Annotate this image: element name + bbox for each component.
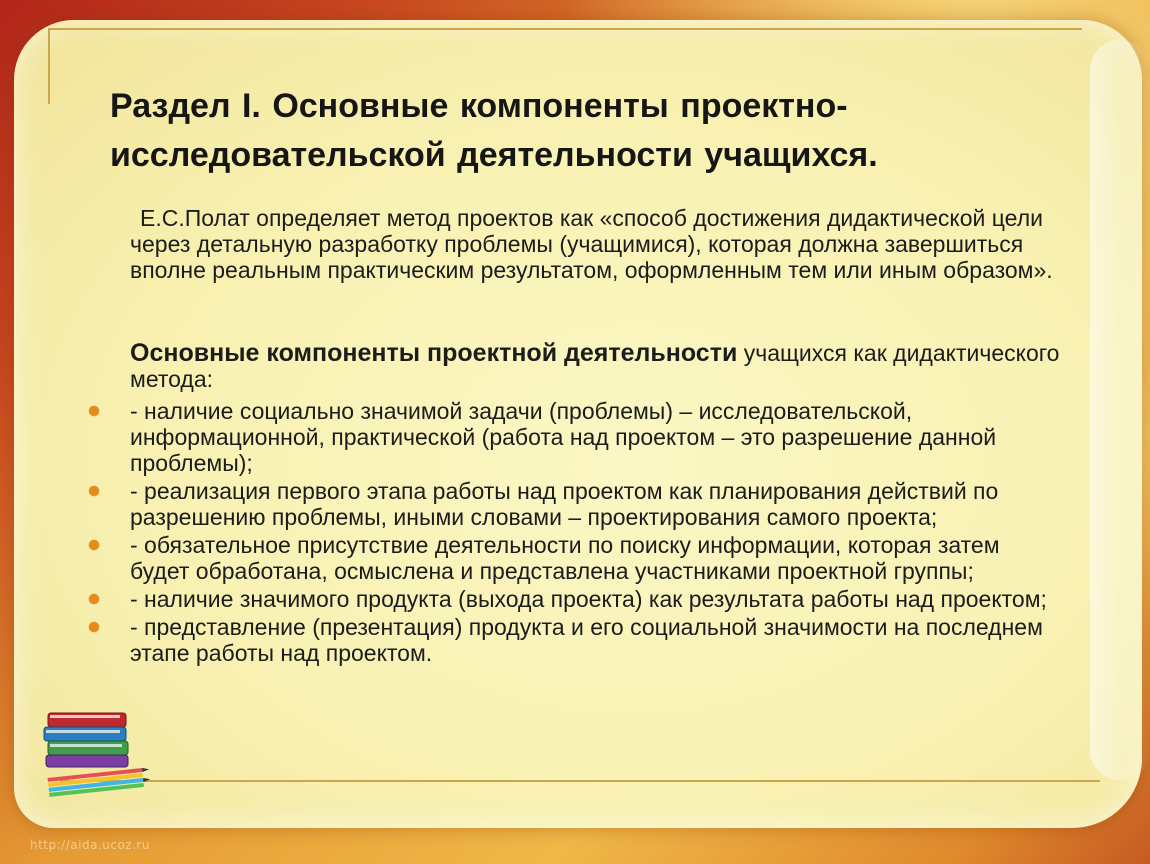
- list-item-text: - реализация первого этапа работы над проектом как планирования действий по разрешению проблемы, иными словами – проектирования самого проекта;: [130, 478, 999, 530]
- list-item-text: - обязательное присутствие деятельности по поиску информации, которая затем будет обработана, осмыслена и представлена участниками проектной группы;: [130, 532, 1000, 584]
- books-and-pencils-icon: [40, 705, 150, 805]
- left-rule: [48, 28, 50, 104]
- top-rule: [50, 28, 1082, 30]
- intro-paragraph: [130, 205, 1070, 283]
- list-item: [0, 398, 1060, 476]
- lead-paragraph: [130, 340, 1070, 392]
- list-item-text: - представление (презентация) продукта и его социальной значимости на последнем этапе работы над проектом.: [130, 614, 1043, 666]
- intro-text: Е.С.Полат определяет метод проектов как «способ достижения дидактической цели через детальную разработку проблемы (учащимися), которая должна завершиться вполне реальным практическим результатом, оформленным тем или иным образом».: [130, 205, 1053, 283]
- lead-bold-text: Основные компоненты проектной деятельности: [130, 339, 738, 367]
- list-item: [0, 614, 1060, 666]
- list-item: [0, 586, 1060, 612]
- list-item: [0, 532, 1060, 584]
- watermark-url: http://aida.ucoz.ru: [30, 838, 150, 852]
- orange-dot-icon: [89, 486, 99, 496]
- component-list: [0, 398, 1150, 668]
- lead-rest-text: учащихся как дидактического метода:: [130, 340, 1060, 392]
- orange-dot-icon: [89, 540, 99, 550]
- orange-dot-icon: [89, 594, 99, 604]
- slide-title: Раздел I. Основные компоненты проектно-исследовательской деятельности учащихся.: [110, 87, 878, 174]
- orange-dot-icon: [89, 622, 99, 632]
- bottom-rule: [60, 780, 1100, 782]
- list-item-text: - наличие значимого продукта (выхода проекта) как результата работы над проектом;: [130, 586, 1047, 612]
- orange-dot-icon: [89, 406, 99, 416]
- list-item-text: - наличие социально значимой задачи (проблемы) – исследовательской, информационной, практической (работа над проектом – это разрешение данной проблемы);: [130, 398, 997, 476]
- list-item: [0, 478, 1060, 530]
